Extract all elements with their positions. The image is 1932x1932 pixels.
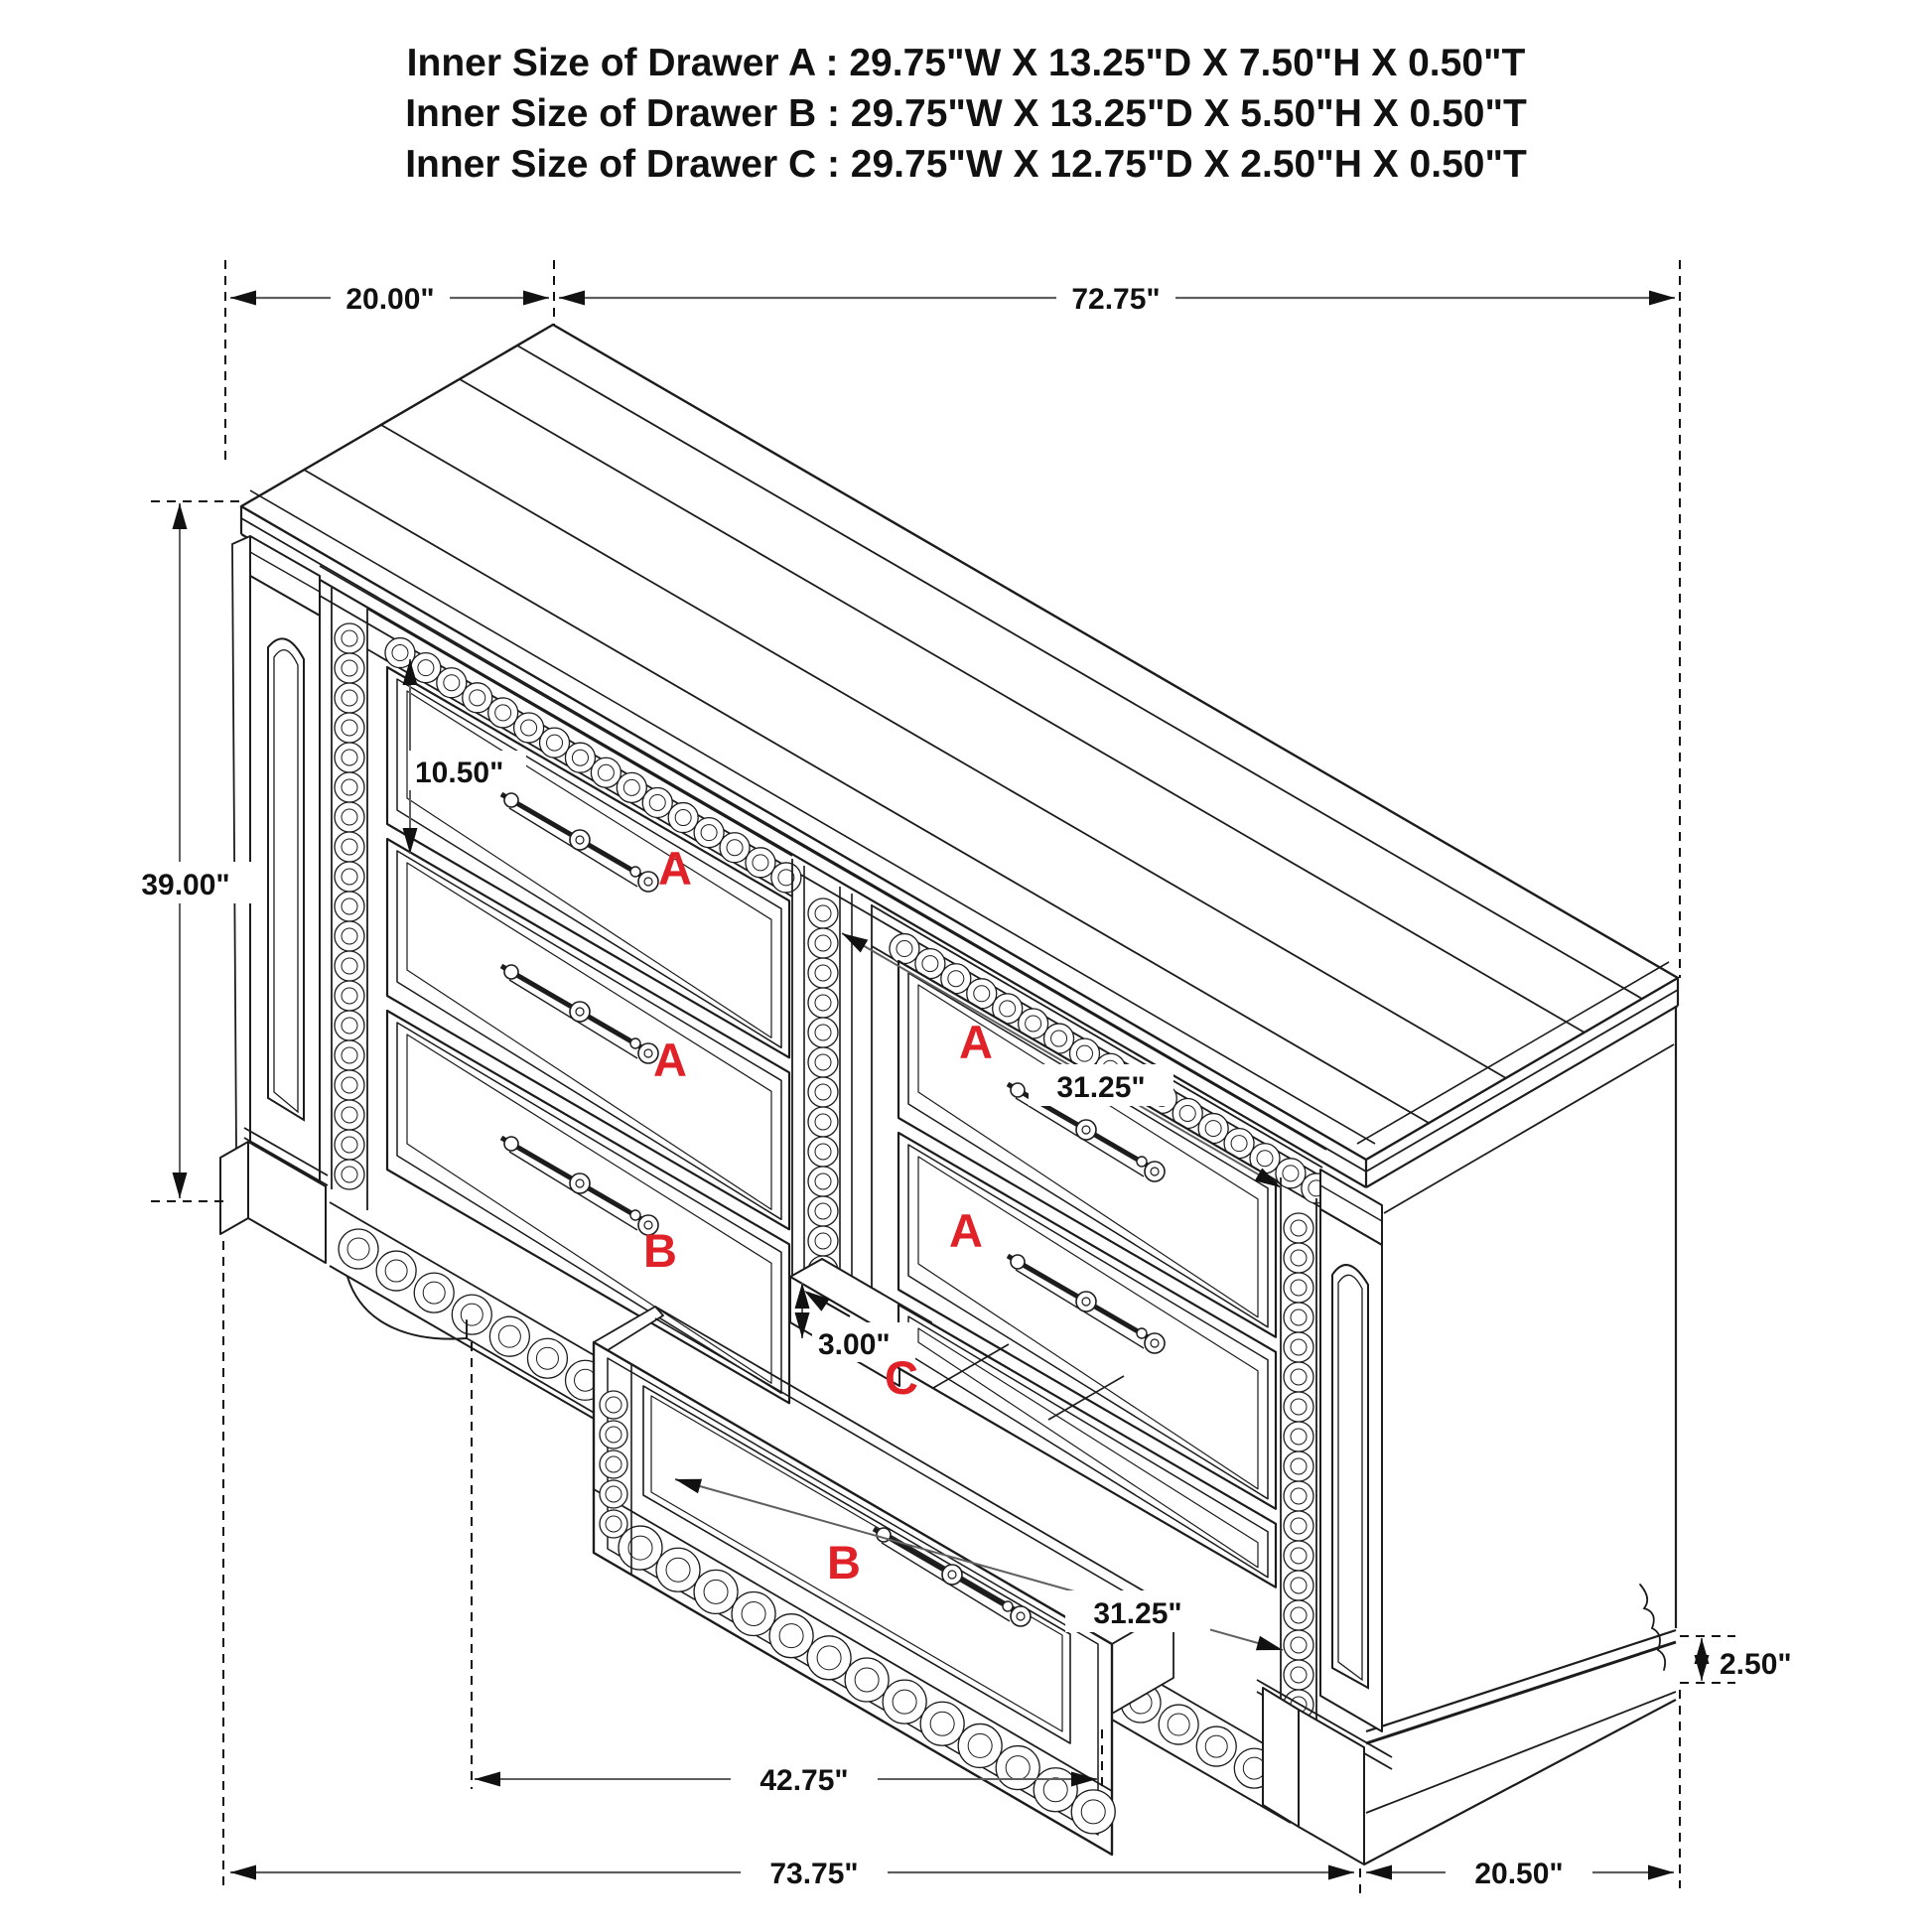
dim-opening-width: 42.75"	[759, 1764, 849, 1797]
title-drawer-b: Inner Size of Drawer B : 29.75"W X 13.25"D X 5.50"H X 0.50"T	[405, 92, 1527, 135]
dim-top-depth: 20.00"	[345, 283, 435, 316]
drawer-label-a2: A	[653, 1034, 687, 1086]
dim-drawer-drop: 10.50"	[415, 757, 504, 789]
drawer-label-a4: A	[949, 1204, 983, 1257]
title-drawer-c: Inner Size of Drawer C : 29.75"W X 12.75"D X 2.50"H X 0.50"T	[405, 143, 1527, 186]
line-art	[151, 260, 1735, 1898]
drawer-label-a3: A	[959, 1016, 993, 1068]
dim-divider-gap: 3.00"	[818, 1328, 891, 1361]
dim-top-width: 72.75"	[1071, 283, 1161, 316]
drawer-label-b1: B	[643, 1224, 677, 1277]
dim-overall-width: 73.75"	[769, 1858, 859, 1890]
dim-overall-height: 39.00"	[141, 869, 230, 901]
dim-handle-span-upper: 31.25"	[1056, 1071, 1146, 1104]
drawer-label-a1: A	[658, 842, 692, 895]
dim-base-molding-height: 2.50"	[1720, 1648, 1792, 1681]
dim-handle-span-lower: 31.25"	[1093, 1597, 1182, 1630]
drawer-label-c: C	[885, 1351, 918, 1404]
title-drawer-a: Inner Size of Drawer A : 29.75"W X 13.25"D X 7.50"H X 0.50"T	[406, 42, 1526, 84]
dim-side-depth: 20.50"	[1474, 1858, 1564, 1890]
drawer-label-b2: B	[827, 1536, 861, 1588]
